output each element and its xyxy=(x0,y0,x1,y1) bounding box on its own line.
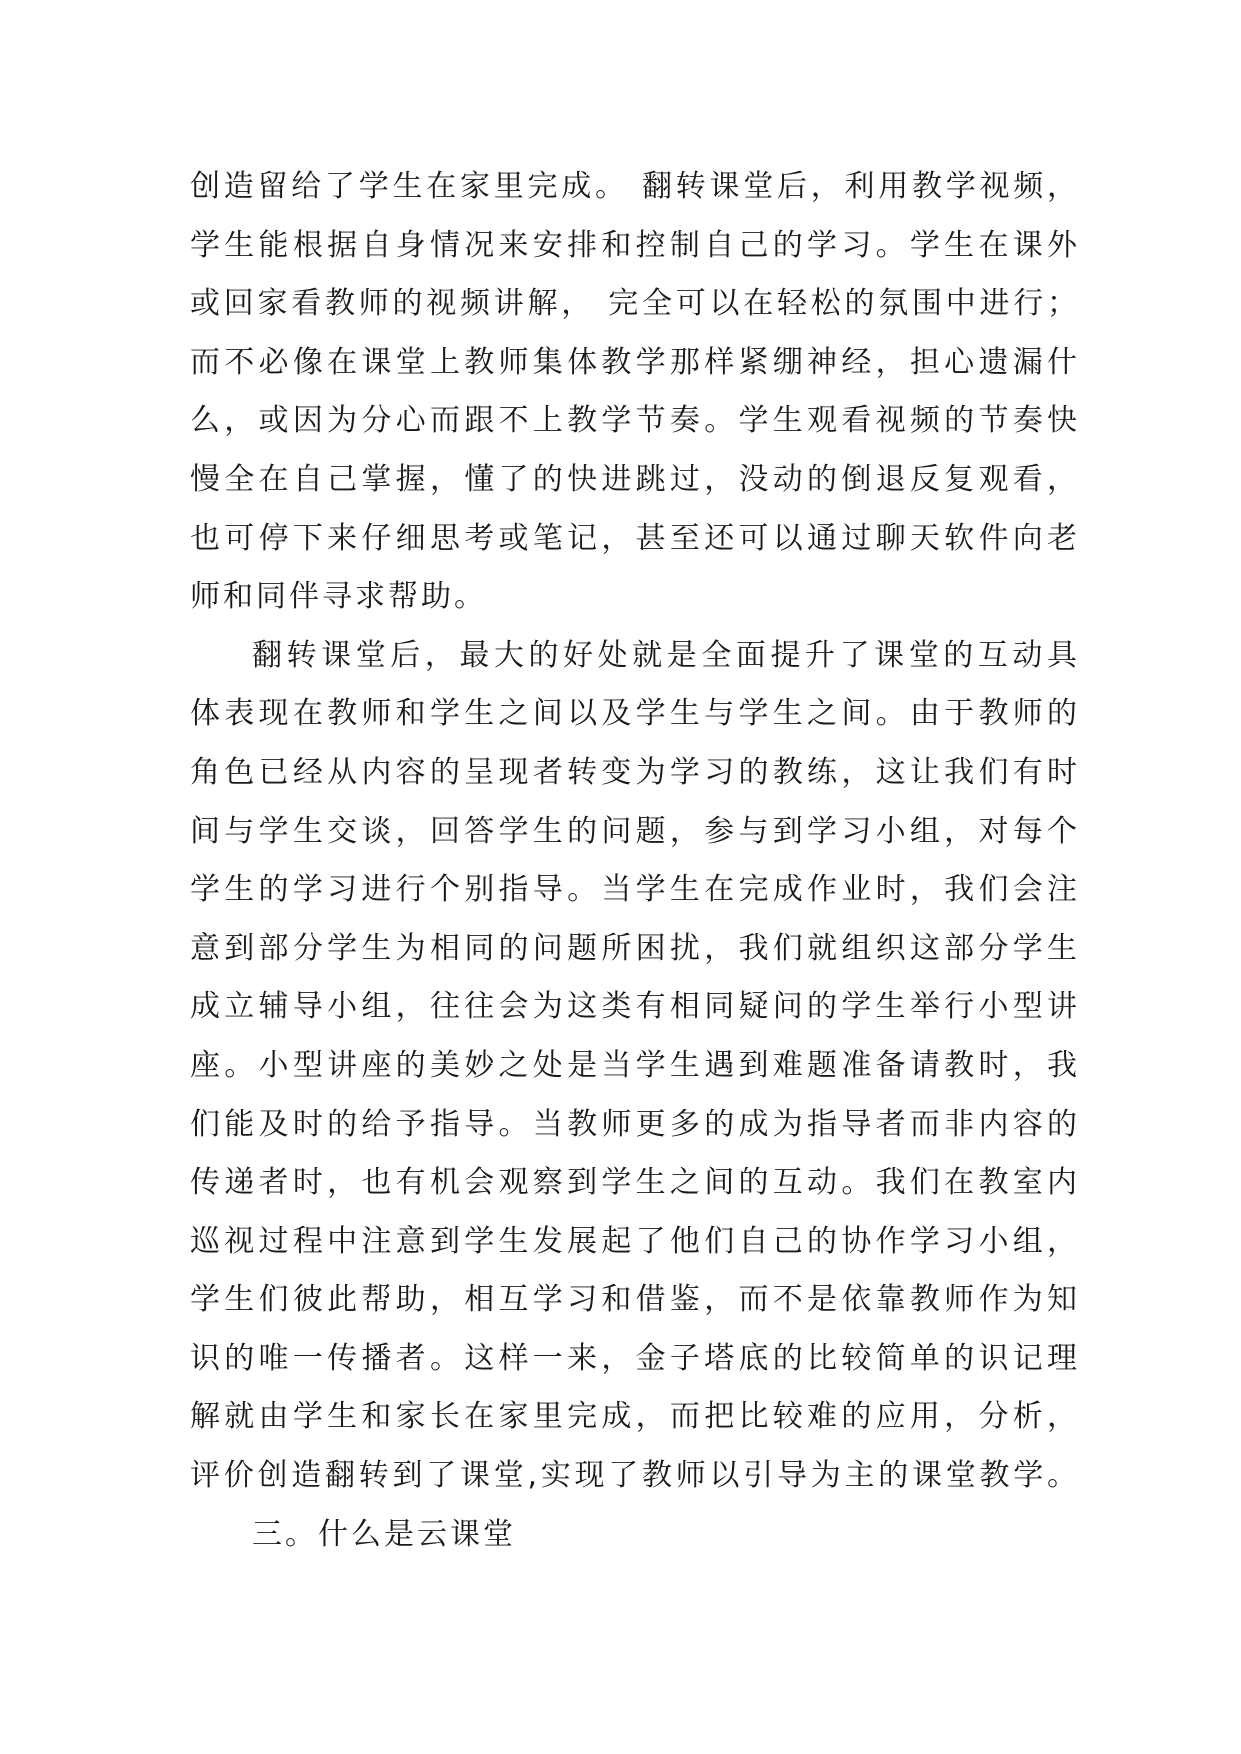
section-heading: 三。什么是云课堂 xyxy=(252,1516,516,1552)
text-line: 体表现在教师和学生之间以及学生与学生之间。由于教师的 xyxy=(190,696,1080,732)
text-line: 识的唯一传播者。这样一来，金子塔底的比较简单的识记理 xyxy=(190,1340,1080,1376)
text-line: 么，或因为分心而跟不上教学节奏。学生观看视频的节奏快 xyxy=(190,403,1080,439)
text-line: 而不必像在课堂上教师集体教学那样紧绷神经，担心遗漏什 xyxy=(190,344,1080,380)
text-line: 间与学生交谈，回答学生的问题，参与到学习小组，对每个 xyxy=(190,813,1080,849)
text-line: 角色已经从内容的呈现者转变为学习的教练，这让我们有时 xyxy=(190,754,1080,790)
text-line: 创造留给了学生在家里完成。 翻转课堂后，利用教学视频， xyxy=(190,169,1080,204)
text-line: 翻转课堂后，最大的好处就是全面提升了课堂的互动具 xyxy=(252,637,1080,673)
text-line: 巡视过程中注意到学生发展起了他们自己的协作学习小组， xyxy=(190,1223,1080,1259)
text-line: 们能及时的给予指导。当教师更多的成为指导者而非内容的 xyxy=(190,1106,1080,1142)
text-line: 学生们彼此帮助，相互学习和借鉴，而不是依靠教师作为知 xyxy=(190,1282,1080,1318)
text-line: 评价创造翻转到了课堂,实现了教师以引导为主的课堂教学。 xyxy=(190,1458,1080,1494)
text-line: 或回家看教师的视频讲解， 完全可以在轻松的氛围中进行； xyxy=(190,286,1080,322)
text-line: 解就由学生和家长在家里完成，而把比较难的应用，分析， xyxy=(190,1399,1080,1435)
text-line: 也可停下来仔细思考或笔记，甚至还可以通过聊天软件向老 xyxy=(190,520,1080,556)
text-line: 传递者时，也有机会观察到学生之间的互动。我们在教室内 xyxy=(190,1165,1080,1201)
text-line: 学生能根据自身情况来安排和控制自己的学习。学生在课外 xyxy=(190,227,1080,263)
text-line: 成立辅导小组，往往会为这类有相同疑问的学生举行小型讲 xyxy=(190,989,1080,1025)
text-line: 慢全在自己掌握，懂了的快进跳过，没动的倒退反复观看， xyxy=(190,461,1080,497)
body-text xyxy=(190,158,1080,1564)
text-line: 师和同伴寻求帮助。 xyxy=(190,579,487,615)
text-line: 座。小型讲座的美妙之处是当学生遇到难题准备请教时，我 xyxy=(190,1047,1080,1083)
text-line: 学生的学习进行个别指导。当学生在完成作业时，我们会注 xyxy=(190,872,1080,908)
text-line: 意到部分学生为相同的问题所困扰，我们就组织这部分学生 xyxy=(190,930,1080,966)
